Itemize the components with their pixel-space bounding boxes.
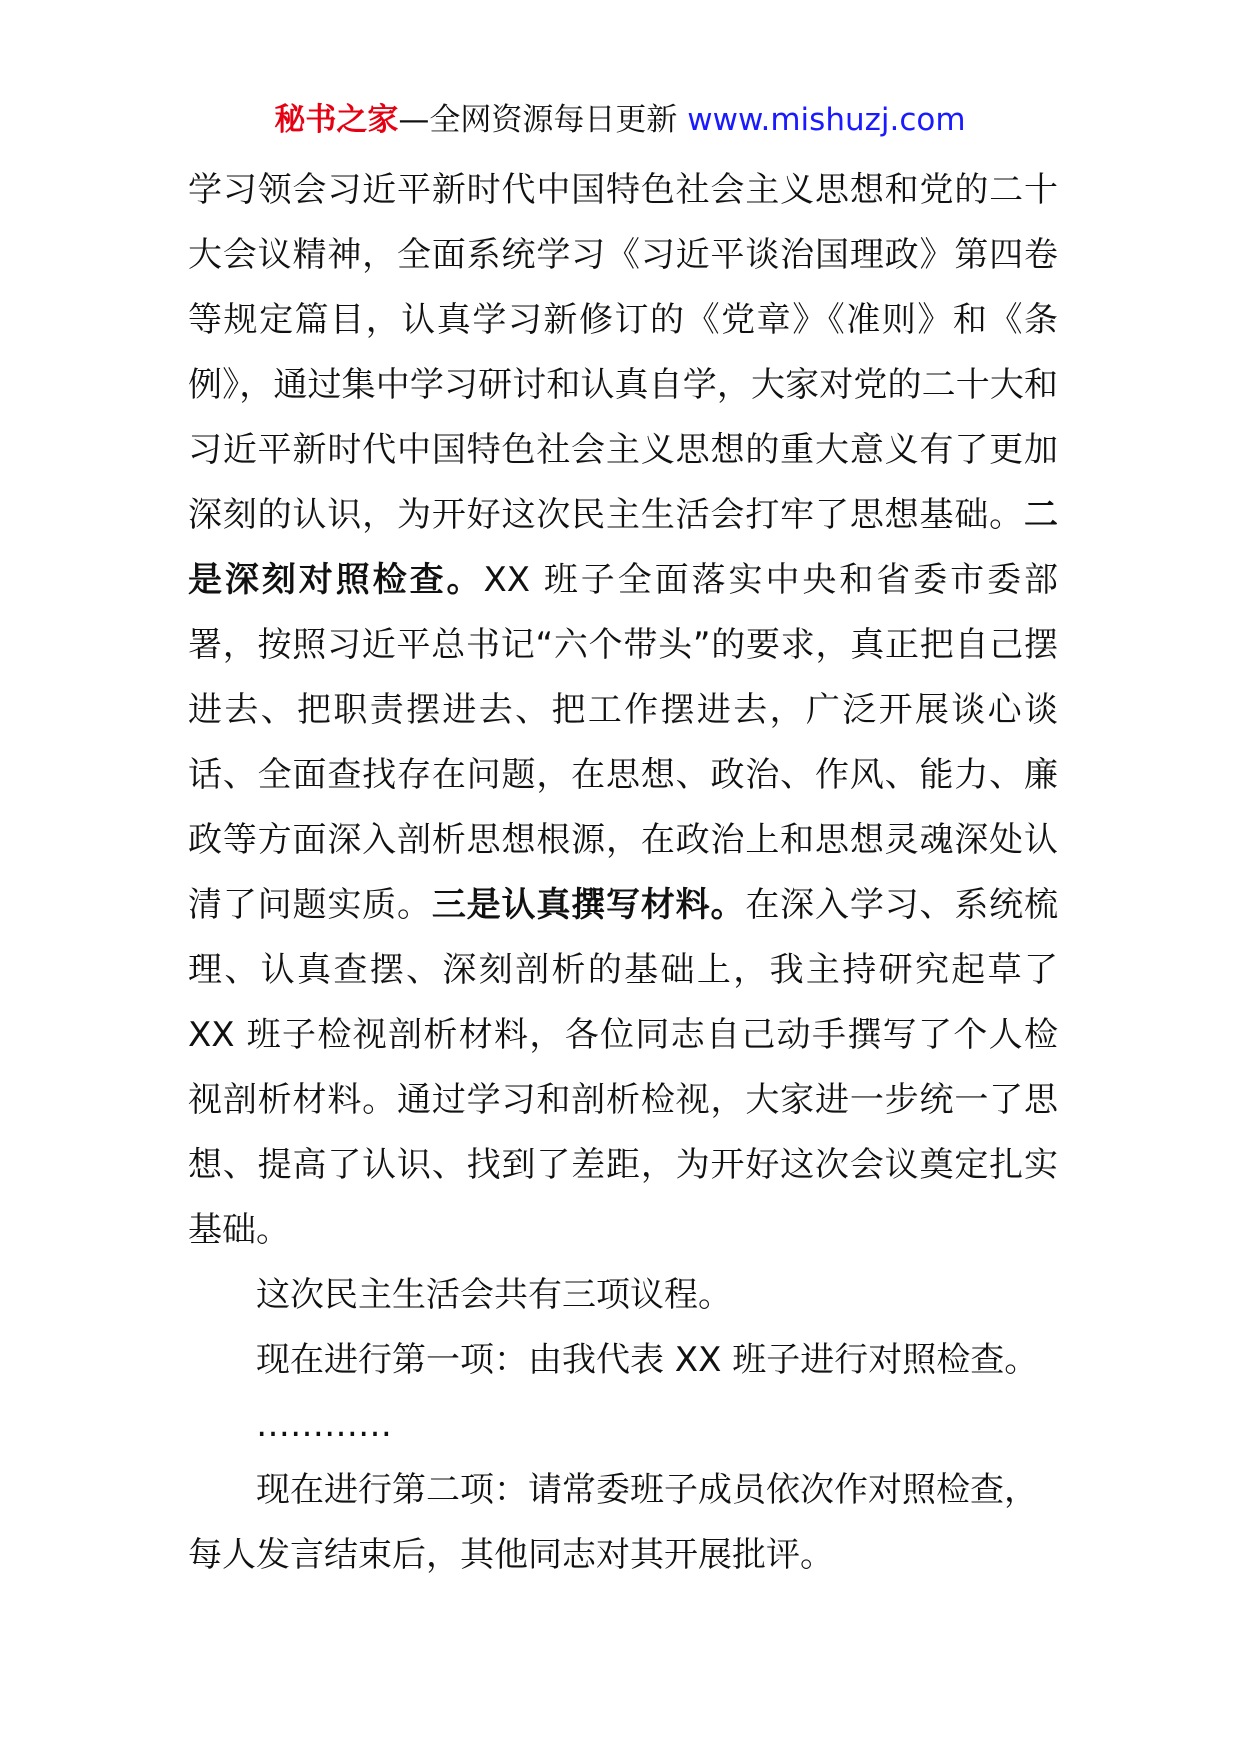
paragraph-text: XX 班子全面落实中央和省委市委部署，按照习近平总书记“六个带头”的要求，真正把自己摆进去、把职责摆进去、把工作摆进去，广泛开展谈心谈话、全面查找存在问题，在思想、政治、作风、能力、廉政等方面深入剖析思想根源，在政治上和思想灵魂深处认清了问题实质。 <box>188 560 1059 925</box>
brand-name: 秘书之家 <box>274 102 399 138</box>
agenda-intro: 这次民主生活会共有三项议程。 <box>256 1275 732 1315</box>
paragraph-text: 在深入学习、系统梳理、认真查摆、深刻剖析的基础上，我主持研究起草了 XX 班子检视剖析材料，各位同志自己动手撰写了个人检视剖析材料。通过学习和剖析检视，大家进一步统一了思想、提高了认识、找到了差距，为开好这次会议奠定扎实基础。 <box>188 885 1059 1250</box>
header-tagline: —全网资源每日更新 <box>398 102 688 138</box>
section-heading-2: 二是深刻对照检查。 <box>188 495 1058 600</box>
site-header <box>0 100 1240 140</box>
agenda-item-1: 现在进行第一项：由我代表 XX 班子进行对照检查。 <box>256 1340 1039 1380</box>
agenda-item-2-continuation: 每人发言结束后，其他同志对其开展批评。 <box>188 1535 834 1575</box>
document-body <box>188 158 1058 1588</box>
ellipsis-line: ………… <box>256 1405 392 1445</box>
site-url-link[interactable]: www.mishuzj.com <box>687 102 966 138</box>
section-heading-3: 三是认真撰写材料。 <box>431 885 746 925</box>
paragraph-text: 学习领会习近平新时代中国特色社会主义思想和党的二十大会议精神，全面系统学习《习近平谈治国理政》第四卷等规定篇目，认真学习新修订的《党章》《准则》和《条例》，通过集中学习研讨和认真自学，大家对党的二十大和习近平新时代中国特色社会主义思想的重大意义有了更加深刻的认识，为开好这次民主生活会打牢了思想基础。 <box>188 170 1058 535</box>
agenda-item-2: 现在进行第二项：请常委班子成员依次作对照检查， <box>256 1470 1038 1510</box>
body-paragraph <box>188 158 1058 1263</box>
